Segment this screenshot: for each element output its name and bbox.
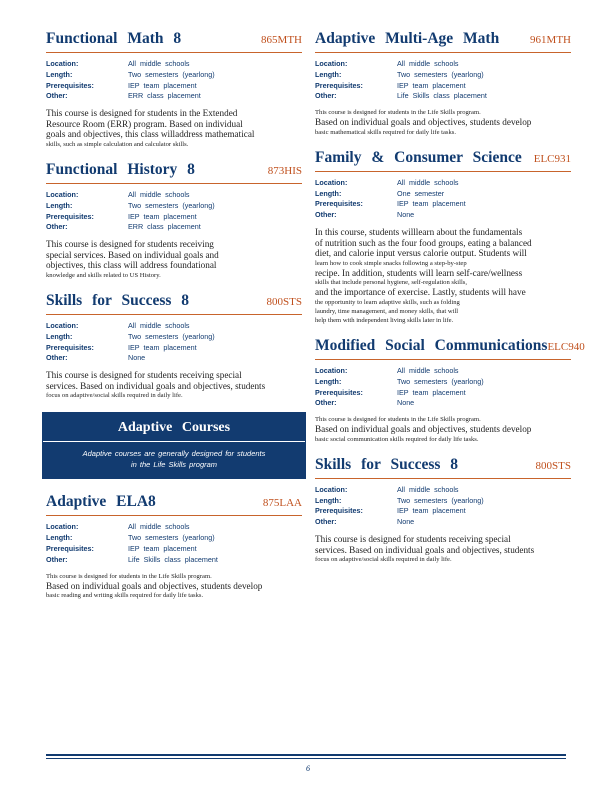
info-label: Location: — [315, 59, 348, 68]
section-subtitle-line: in the Life Skills program — [130, 460, 218, 470]
course-title: Modified Social Communications — [315, 336, 548, 354]
course-description — [46, 239, 302, 280]
info-label: Other: — [315, 91, 337, 101]
course-title: Skills for Success 8 — [315, 455, 459, 473]
info-label: Length: — [46, 200, 73, 210]
info-value: IEP team placement — [397, 387, 466, 397]
description-line: Resource Room (ERR) program. Based on individual — [46, 118, 243, 129]
info-label: Location: — [46, 59, 79, 68]
info-label: Prerequisites: — [46, 543, 94, 553]
info-value: All middle schools — [397, 177, 459, 187]
course-functional-history-8 — [46, 161, 302, 280]
course-description — [315, 415, 571, 444]
course-code: 800STS — [266, 295, 302, 308]
course-info — [315, 485, 571, 528]
course-skills-for-success-8 — [315, 456, 571, 564]
course-description — [46, 572, 302, 601]
info-label: Length: — [315, 69, 342, 79]
course-family-consumer-science — [315, 149, 571, 325]
course-title: Family & Consumer Science — [315, 148, 522, 166]
course-code: 865MTH — [261, 34, 302, 46]
info-value: Life Skills class placement — [128, 554, 218, 564]
info-value: One semester — [397, 188, 445, 198]
left-column — [46, 30, 302, 612]
course-functional-math-8 — [46, 30, 302, 149]
description-line: basic mathematical skills required for daily life tasks. — [315, 128, 456, 136]
info-value: IEP team placement — [128, 543, 197, 553]
info-value: Two semesters (yearlong) — [397, 69, 484, 79]
info-value: All middle schools — [128, 189, 190, 199]
description-line: This course is designed for students receiving special — [315, 533, 511, 544]
info-label: Length: — [315, 495, 342, 505]
info-label: Prerequisites: — [46, 211, 94, 221]
course-description — [315, 108, 571, 137]
course-info — [315, 59, 571, 102]
course-code: 961MTH — [530, 34, 571, 46]
info-value: Life Skills class placement — [397, 91, 487, 101]
info-value: All middle schools — [128, 320, 190, 330]
description-line: services. Based on individual goals and objectives, students — [315, 544, 535, 555]
info-value: IEP team placement — [128, 342, 197, 352]
info-label: Other: — [46, 554, 68, 564]
info-value: All middle schools — [128, 59, 190, 68]
course-code: ELC940 — [547, 340, 585, 353]
course-info — [315, 366, 571, 409]
description-line: and the importance of exercise. Lastly, students will have — [315, 287, 526, 298]
description-line: of nutrition such as the four food groups, eating a balanced — [315, 237, 532, 248]
info-value: None — [397, 210, 415, 220]
info-value: None — [397, 517, 415, 527]
course-info — [46, 190, 302, 233]
course-adaptive-ela8 — [46, 493, 302, 600]
info-label: Length: — [315, 376, 342, 386]
course-header — [46, 292, 302, 315]
footer-rule-thin — [46, 758, 566, 759]
course-header — [315, 149, 571, 172]
course-code: 875LAA — [262, 497, 302, 510]
footer-rule-thick — [46, 754, 566, 756]
course-description — [46, 370, 302, 400]
course-header — [46, 493, 302, 516]
description-line: basic reading and writing skills required for daily life tasks. — [46, 592, 204, 600]
description-line: In this course, students willlearn about the fundamentals — [315, 226, 523, 237]
info-value: All middle schools — [128, 522, 190, 532]
info-label: Other: — [46, 222, 68, 232]
description-line: This course is designed for students in the Life Skills program. — [315, 416, 481, 424]
description-line: focus on adaptive/social skills required in daily life. — [315, 556, 452, 564]
info-label: Other: — [46, 91, 68, 101]
course-info — [315, 178, 571, 221]
page-number: 6 — [306, 764, 310, 773]
info-value: IEP team placement — [397, 199, 466, 209]
description-line: This course is designed for students receiving special — [46, 370, 242, 381]
description-line: recipe. In addition, students will learn self-care/wellness — [315, 267, 523, 278]
info-label: Other: — [315, 517, 337, 527]
info-value: None — [128, 353, 146, 363]
info-label: Location: — [315, 365, 348, 375]
description-line: laundry, time management, and money skills, that will — [315, 307, 459, 315]
info-label: Prerequisites: — [46, 80, 94, 90]
info-label: Other: — [315, 210, 337, 220]
info-label: Prerequisites: — [315, 199, 363, 209]
course-skills-for-success-8 — [46, 292, 302, 400]
adaptive-courses-banner — [42, 412, 306, 479]
description-line: special services. Based on individual goals and — [46, 249, 219, 260]
info-label: Length: — [46, 69, 73, 79]
course-title: Functional History 8 — [46, 160, 195, 178]
course-info — [46, 321, 302, 364]
info-value: Two semesters (yearlong) — [128, 69, 215, 79]
info-value: IEP team placement — [128, 80, 197, 90]
description-line: Based on individual goals and objectives, students develop — [315, 117, 532, 128]
info-label: Length: — [46, 331, 73, 341]
description-line: Based on individual goals and objectives, students develop — [315, 424, 532, 435]
course-description — [315, 227, 571, 325]
description-line: basic social communication skills required for daily life tasks. — [315, 435, 479, 443]
course-modified-social-communications — [315, 336, 585, 444]
description-line: This course is designed for students in the Life Skills program. — [46, 572, 212, 580]
info-label: Length: — [46, 533, 73, 543]
info-value: All middle schools — [397, 59, 459, 68]
description-line: skills, such as simple calculation and calculator skills. — [46, 140, 189, 148]
info-value: ERR class placement — [128, 222, 201, 232]
course-header — [315, 30, 571, 53]
info-label: Length: — [315, 188, 342, 198]
info-label: Location: — [46, 522, 79, 532]
info-label: Other: — [315, 398, 337, 408]
description-line: knowledge and skills related to US History. — [46, 271, 161, 279]
right-column — [315, 30, 585, 576]
info-label: Prerequisites: — [46, 342, 94, 352]
description-line: learn how to cook simple snacks following a step-by-step — [315, 259, 467, 267]
info-label: Prerequisites: — [315, 80, 363, 90]
course-info — [46, 522, 302, 565]
info-label: Location: — [46, 189, 79, 199]
info-value: IEP team placement — [128, 211, 197, 221]
info-label: Other: — [46, 353, 68, 363]
description-line: focus on adaptive/social skills required in daily life. — [46, 392, 183, 400]
section-subtitle — [51, 448, 297, 470]
info-label: Location: — [46, 320, 79, 330]
description-line: objectives, this class will address foundational — [46, 260, 217, 271]
description-line: help them with independent living skills later in life. — [315, 316, 454, 324]
info-value: IEP team placement — [397, 506, 466, 516]
info-value: ERR class placement — [128, 91, 201, 101]
course-code: 800STS — [535, 459, 571, 472]
course-header — [46, 30, 302, 53]
description-line: the opportunity to learn adaptive skills, such as folding — [315, 298, 460, 306]
course-info — [46, 59, 302, 102]
course-header — [315, 336, 585, 360]
course-title: Adaptive ELA8 — [46, 493, 156, 511]
info-value: All middle schools — [397, 484, 459, 494]
course-title: Adaptive Multi-Age Math — [315, 30, 500, 47]
info-value: Two semesters (yearlong) — [128, 200, 215, 210]
section-subtitle-line: Adaptive courses are generally designed for students — [82, 449, 266, 459]
info-value: All middle schools — [397, 365, 459, 375]
section-title: Adaptive Courses — [43, 420, 305, 442]
description-line: This course is designed for students receiving — [46, 239, 214, 250]
info-value: Two semesters (yearlong) — [128, 331, 215, 341]
course-title: Skills for Success 8 — [46, 291, 190, 309]
info-label: Prerequisites: — [315, 387, 363, 397]
info-label: Location: — [315, 484, 348, 494]
course-description — [46, 108, 302, 149]
course-code: 873HIS — [267, 164, 302, 177]
info-label: Location: — [315, 177, 348, 187]
course-header — [315, 456, 571, 479]
description-line: Based on individual goals and objectives, students develop — [46, 580, 263, 591]
info-value: Two semesters (yearlong) — [397, 495, 484, 505]
course-adaptive-multi-age-math — [315, 30, 571, 137]
info-value: Two semesters (yearlong) — [397, 376, 484, 386]
description-line: services. Based on individual goals and objectives, students — [46, 380, 266, 391]
info-label: Prerequisites: — [315, 506, 363, 516]
description-line: goals and objectives, this class willaddress mathematical — [46, 129, 255, 140]
info-value: Two semesters (yearlong) — [128, 533, 215, 543]
course-description — [315, 534, 571, 564]
course-title: Functional Math 8 — [46, 30, 182, 47]
description-line: This course is designed for students in the Life Skills program. — [315, 109, 481, 117]
description-line: skills that include personal hygiene, self-regulation skills, — [315, 279, 467, 287]
info-value: None — [397, 398, 415, 408]
footer-rule — [46, 754, 566, 759]
course-header — [46, 161, 302, 184]
course-code: ELC931 — [533, 152, 571, 165]
description-line: This course is designed for students in the Extended — [46, 108, 238, 119]
info-value: IEP team placement — [397, 80, 466, 90]
description-line: diet, and calorie input versus calorie output. Students will — [315, 248, 527, 259]
